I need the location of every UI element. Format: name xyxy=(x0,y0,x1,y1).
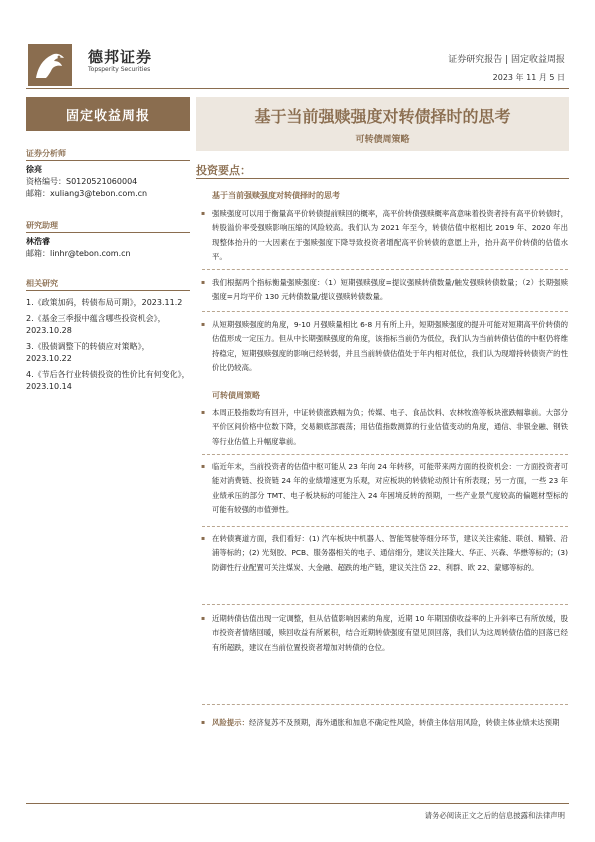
report-date: 2023 年 11 月 5 日 xyxy=(492,73,565,82)
subsection-heading-strategy: 可转债周策略 xyxy=(212,391,260,400)
key-point-paragraph xyxy=(202,318,568,375)
analyst-name: 徐亮 xyxy=(26,165,42,174)
assistant-divider xyxy=(26,232,190,233)
key-point-text: ▪ 我们根据两个指标衡量强赎强度：（1）短期强赎强度=提议强赎转债数量/触发强赎转债数量；（2）长期强赎强度=月均平价 130 元转债数量/提议强赎转债数量。 xyxy=(212,278,568,302)
related-research-list xyxy=(26,297,190,397)
report-subtitle: 可转债周策略 xyxy=(355,135,410,145)
related-research-item[interactable]: 3.《股债调整下的转债应对策略》，2023.10.22 xyxy=(26,342,150,363)
analyst-block xyxy=(26,164,190,200)
brand-english-name: Topsperity Securities xyxy=(88,66,151,73)
risk-warning-text: 经济复苏不及预期，海外通胀和加息不确定性风险，转债主体信用风险，转债主体业绩未达预期 xyxy=(248,718,560,727)
assistant-email[interactable]: 邮箱：linhr@tebon.com.cn xyxy=(26,249,131,258)
risk-warning xyxy=(202,716,568,730)
analyst-divider xyxy=(26,160,190,161)
paragraph-divider xyxy=(202,454,568,455)
assistant-heading: 研究助理 xyxy=(26,221,58,230)
header-divider xyxy=(26,88,569,89)
key-points-divider xyxy=(196,178,569,179)
key-point-text: ▪ 强赎强度可以用于衡量高平价转债提前赎回的概率，高平价转债强赎概率高意味着投资者持有高平价转债时，转股溢价率受强赎影响压缩的风险较高。我们认为 2021 年至今，转债估值中枢相比 2019 年、2020 年出现整体抬升的一大因素在于强赎强度下降导致投资者增配高平价转债的意愿上升，抬升高平价转债的估值水平。 xyxy=(212,209,568,261)
tebon-logo-icon xyxy=(28,44,72,86)
assistant-block xyxy=(26,236,190,260)
brand-name: 德邦证券 xyxy=(88,48,153,66)
key-point-paragraph xyxy=(202,532,568,575)
key-point-paragraph xyxy=(202,207,568,264)
subsection-heading-timing: 基于当前强赎强度对转债择时的思考 xyxy=(212,191,340,200)
key-point-text: ▪ 从短期强赎强度的角度，9-10 月强赎量相比 6-8 月有所上升，短期强赎强度的提升可能对短期高平价转债的估值形成一定压力。但从中长期强赎强度的角度，该指标当前仍为低位，我们认为当前转债估值的中枢仍将维持稳定，短期强赎强度的影响已经转弱，并且当前转债估值处于年内相对低位，我们认为现增持转债资产的性价比仍较高。 xyxy=(212,320,568,372)
related-research-divider xyxy=(26,290,190,291)
key-point-text: ▪ 本周正股指数均有回升，中证转债涨跌幅为负；传媒、电子、食品饮料、农林牧渔等板块涨跌幅靠前。大部分平价区间价格中位数下降，交易额底部震荡；用估值指数测算的行业估值变动的角度，通信、非银金融、钢铁等行业估值上升幅度靠前。 xyxy=(212,408,568,446)
analyst-heading: 证券分析师 xyxy=(26,149,66,158)
paragraph-divider xyxy=(202,269,568,270)
report-title: 基于当前强赎强度对转债择时的思考 xyxy=(254,107,511,126)
related-research-heading: 相关研究 xyxy=(26,279,58,288)
report-category-banner: 固定收益周报 xyxy=(26,97,190,131)
report-type: 证券研究报告 | 固定收益周报 xyxy=(448,55,565,65)
analyst-email[interactable]: 邮箱：xuliang3@tebon.com.cn xyxy=(26,189,148,198)
related-research-item[interactable]: 2.《基金三季报中蕴含哪些投资机会》，2023.10.28 xyxy=(26,314,166,335)
related-research-item[interactable]: 1.《政策加码，转债布局可期》，2023.11.2 xyxy=(26,298,183,307)
key-point-paragraph xyxy=(202,276,568,305)
key-point-paragraph xyxy=(202,460,568,517)
assistant-name: 林浩睿 xyxy=(26,237,50,246)
paragraph-divider xyxy=(202,311,568,312)
key-point-text: ▪ 近期转债估值出现一定调整，但从估值影响因素的角度，近期 10 年期国债收益率的上升斜率已有所放缓，股市投资者情绪回暖，赎回收益有所累积，结合近期转债强度有望见顶回落，我们认为这周转债估值的回落已经有所超跌，建议在当前位置投资者增加对转债的仓位。 xyxy=(212,614,568,652)
footer-divider xyxy=(26,803,569,804)
paragraph-divider xyxy=(202,526,568,527)
paragraph-divider xyxy=(202,704,568,705)
related-research-item[interactable]: 4.《节后各行业转债投资的性价比有何变化》，2023.10.14 xyxy=(26,370,190,391)
analyst-certificate: 资格编号：S0120521060004 xyxy=(26,177,138,186)
key-point-paragraph xyxy=(202,612,568,655)
risk-warning-label: 风险提示： xyxy=(212,718,249,727)
key-point-text: ▪ 临近年末，当前投资者的估值中枢可能从 23 年向 24 年转移，可能带来两方面的投资机会：一方面投资者可能对消费链、投资链 24 年的业绩增速更为乐观，对应板块的转债轮动预计有所表现；另一方面，一些 23 年业绩承压的部分 TMT、电子板块标的可能注入 24 年困境反转的预期，一些产业景气度较高的偏题材型标的可能有较强的市值弹性。 xyxy=(212,462,568,514)
key-point-paragraph xyxy=(202,406,568,449)
footer-disclaimer: 请务必阅读正文之后的信息披露和法律声明 xyxy=(424,811,565,820)
paragraph-divider xyxy=(202,604,568,605)
key-points-heading: 投资要点： xyxy=(196,164,251,177)
key-point-text: ▪ 在转债赛道方面，我们看好：(1) 汽车板块中机器人、智能驾驶等细分环节，建议关注索能、联创、精锻、沿浦等标的；(2) 光刻胶、PCB、服务器相关的电子、通信细分，建议关注隆大、华正、兴森、华懋等标的；(3) 防御性行业配置可关注煤炭、大金融、超跌的地产链，建议关注岱 22、利群、欧 22、蒙娜等标的。 xyxy=(212,534,568,572)
